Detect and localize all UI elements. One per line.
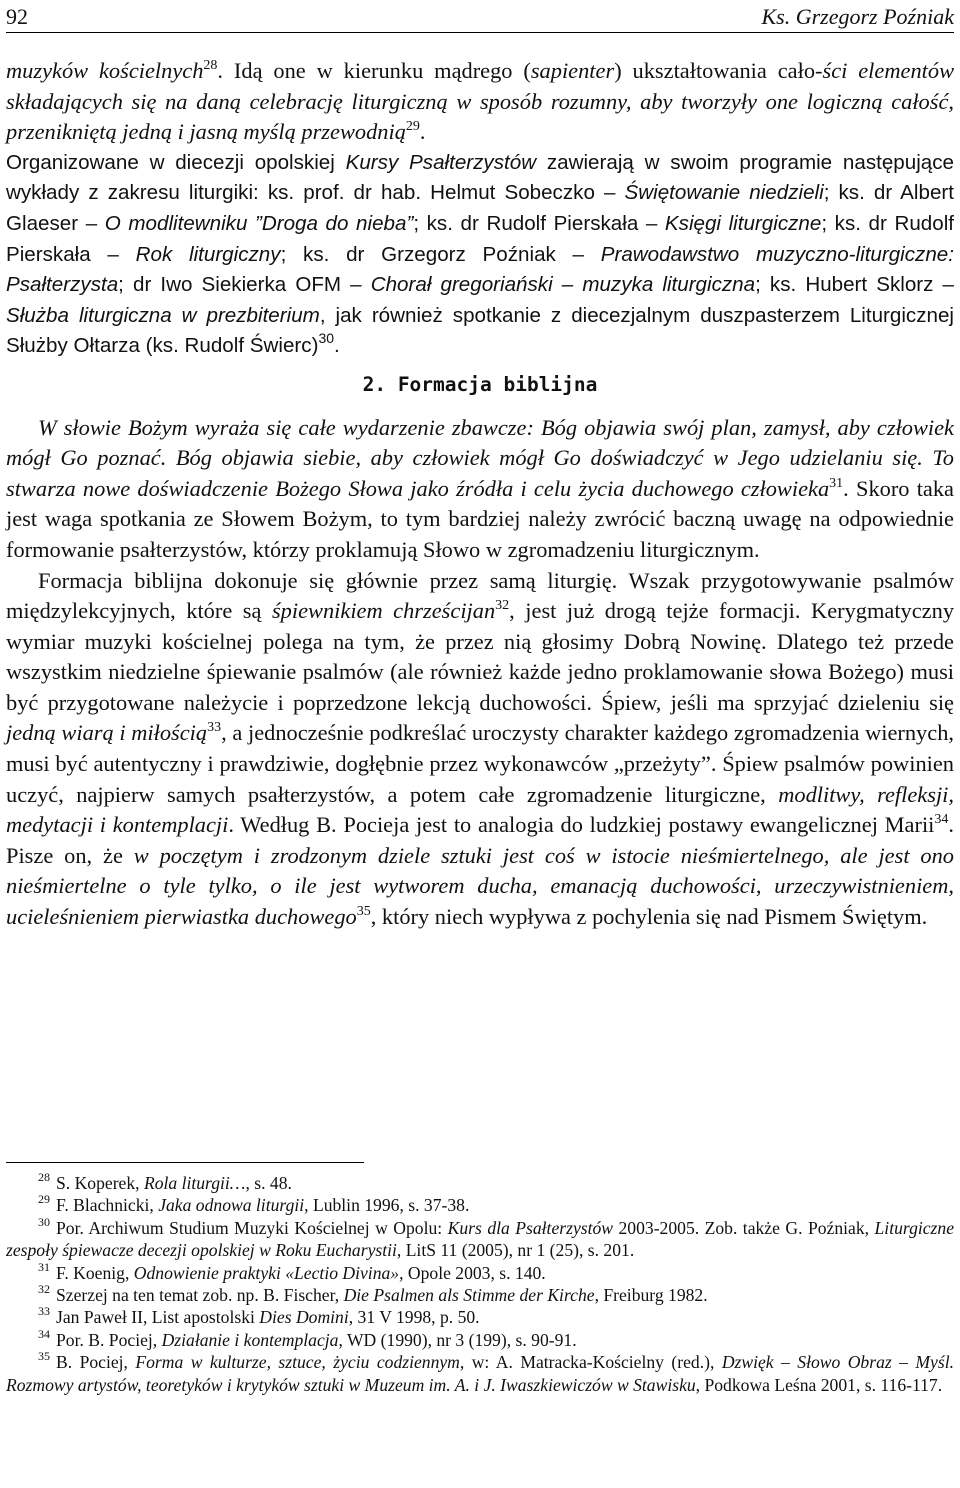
text-span: Kurs dla Psałterzystów [447, 1217, 614, 1238]
main-text [6, 56, 954, 933]
section-heading: 2. Formacja biblijna [362, 372, 598, 396]
footnote-ref-32: 32 [495, 598, 510, 614]
footnote-ref-34: 34 [934, 812, 949, 828]
text-span: ; ks. dr Grzegorz Poźniak – [280, 242, 601, 266]
text-span: . Pisze on, że [6, 812, 954, 868]
page-number: 92 [6, 4, 28, 29]
text-span: F. Blachnicki, [56, 1195, 159, 1216]
footnote-ref-29: 29 [405, 119, 420, 135]
text-span: ; ks. Hubert Sklorz – [755, 273, 954, 297]
text-span: Jan Paweł II, List apostolski [56, 1307, 260, 1328]
text-span: , Opole 2003, s. 140. [399, 1262, 546, 1283]
running-title: Ks. Grzegorz Poźniak [761, 4, 954, 29]
text-span: Por. Archiwum Studium Muzyki Kościelnej w Opolu: [56, 1217, 448, 1238]
text-span: ; ks. dr Rudolf Pierskała – [6, 211, 954, 266]
text-span: , jest już drogą tejże formacji. Kerygmatyczny wymiar muzyki kościelnej polega na tym, że przez nią głosimy Dobrą Nowinę. Dlatego też przede wszystkim niedzielne śpiewanie psalmów (ale również każde jedno proklamowanie słowa Bożego) musi być przygotowane należycie i poprzedzone lekcją duchowości. Śpiew, jeśli ma sprzyjać dzieleniu się [6, 598, 955, 715]
text-span: Chorał gregoriański – muzyka liturgiczna [370, 273, 756, 297]
text-span: , Lublin 1996, s. 37-38. [304, 1195, 470, 1216]
text-span: O modlitewniku ”Droga do nieba” [104, 211, 414, 235]
text-span: śpiewnikiem chrześcijan [271, 598, 496, 624]
text-span: Kursy Psałterzystów [345, 150, 537, 174]
text-span: . [419, 119, 426, 145]
text-span: , Freiburg 1982. [594, 1285, 708, 1306]
text-span: , WD (1990), nr 3 (199), s. 90-91. [338, 1329, 577, 1350]
text-span: Świętowanie niedzieli [624, 181, 824, 205]
running-header [6, 0, 954, 33]
text-span: Forma w kulturze, sztuce, życiu codziennym [135, 1352, 460, 1373]
footnote-number: 32 [38, 1282, 50, 1297]
footnote-35 [6, 1351, 954, 1396]
footnotes [6, 1172, 954, 1396]
text-span: ; ks. dr Rudolf Pierskała – [413, 211, 665, 235]
text-span: Odnowienie praktyki «Lectio Divina» [133, 1262, 400, 1283]
text-span: Księgi liturgiczne [664, 211, 822, 235]
footnote-ref-30: 30 [318, 330, 335, 347]
text-span: , LitS 11 (2005), nr 1 (25), s. 201. [396, 1240, 635, 1261]
text-span: Formacja biblijna dokonuje się głównie przez samą liturgię. Wszak przygotowywanie psalmów międzylekcyjnych, które są [6, 567, 954, 624]
paragraph-2 [6, 148, 954, 362]
paragraph-4 [6, 566, 954, 933]
paragraph-3 [6, 413, 954, 566]
footnote-ref-28: 28 [203, 58, 218, 73]
footnote-30 [6, 1214, 955, 1262]
text-span: Organizowane w diecezji opolskiej [6, 150, 346, 174]
footnote-number: 31 [38, 1259, 50, 1274]
text-span: S. Koperek, [56, 1173, 144, 1193]
text-span: Szerzej na ten temat zob. np. B. Fischer, [56, 1285, 344, 1306]
footnote-33 [6, 1306, 954, 1328]
text-span: jedną wiarą i miłością [6, 720, 208, 746]
text-span: , Podkowa Leśna 2001, s. 116-117. [695, 1374, 943, 1395]
text-span: ) ukształtowania cało- [614, 58, 823, 83]
text-span: Działanie i kontemplacja [161, 1329, 339, 1350]
text-span: Por. B. Pociej, [56, 1329, 162, 1350]
text-span: Die Psalmen als Stimme der Kirche [343, 1285, 595, 1306]
text-span: W słowie Bożym wyraża się całe wydarzenie zbawcze: Bóg objawia swój plan, zamysł, aby człowiek mógł Go poznać. Bóg objawia siebie, aby człowiek mógł Go doświadczyć w Jego udzielaniu się. To stwarza nowe doświadczenie Bożego Słowa jako źródła i celu życia duchowego człowieka [6, 414, 954, 501]
text-span: . Idą one w kierunku mądrego ( [217, 58, 531, 83]
footnote-number: 29 [38, 1192, 50, 1207]
footnote-number: 33 [38, 1304, 50, 1319]
text-span: muzyków kościelnych [6, 58, 204, 83]
footnote-divider [6, 1162, 364, 1163]
text-span: 2003-2005. Zob. także G. Poźniak, [613, 1217, 875, 1238]
footnote-number: 34 [38, 1326, 50, 1341]
text-span: Służba liturgiczna w prezbiterium [6, 303, 320, 327]
text-span: sapienter [530, 58, 615, 83]
footnote-number: 35 [38, 1349, 50, 1364]
text-span: ; ks. dr Albert Glaeser – [6, 181, 954, 235]
text-span: Rola liturgii… [143, 1173, 246, 1193]
text-span: , w: A. Matracka-Kościelny (red.), [459, 1352, 722, 1373]
footnote-number: 28 [38, 1170, 50, 1184]
text-span: Jaka odnowa liturgii [158, 1195, 305, 1216]
text-span: Rok liturgiczny [135, 242, 281, 266]
text-span: ; dr Iwo Siekierka OFM – [118, 273, 371, 297]
text-span: Liturgiczne zespoły śpiewacze decezji opolskiej w Roku Eucharystii [6, 1217, 955, 1261]
text-span: , s. 48. [245, 1173, 292, 1193]
footnote-34 [6, 1326, 954, 1351]
footnote-31 [6, 1259, 954, 1284]
footnote-32 [6, 1284, 954, 1306]
text-span: Prawodawstwo muzyczno-liturgiczne: Psałterzysta [6, 242, 954, 297]
footnote-ref-35: 35 [356, 904, 371, 920]
footnote-29 [6, 1194, 954, 1216]
text-span: Dzwięk – Słowo Obraz – Myśl. Rozmowy artystów, teoretyków i krytyków sztuki w Muzeum im. A. i J. Iwaszkiewiczów w Stawisku [6, 1352, 954, 1395]
text-span: . [334, 334, 340, 358]
text-span: zawierają w swoim programie następujące wykłady z zakresu liturgiki: ks. prof. dr hab. Helmut Sobeczko – [6, 150, 954, 205]
text-span: . Skoro taka jest waga spotkania ze Słowem Bożym, to tym bardziej należy zwrócić baczną uwagę na odpowiednie formowanie psałterzystów, którzy proklamują Słowo w zgromadzeniu liturgicznym. [6, 475, 954, 562]
text-span: , 31 V 1998, p. 50. [348, 1307, 480, 1328]
footnote-28 [6, 1172, 954, 1194]
text-span: , który niech wypływa z pochylenia się nad Pismem Świętym. [370, 904, 928, 930]
text-span: Dies Domini [259, 1307, 349, 1328]
text-span: w poczętym i zrodzonym dziele sztuki jest coś w istocie nieśmiertelnego, ale jest ono nieśmiertelne o tyle tylko, o ile jest wytworem ducha, emanacją duchowości, urzeczywistnieniem, ucieleśnieniem pierwiastka duchowego [6, 842, 954, 930]
text-span: , jak również spotkanie z diecezjalnym duszpasterzem Liturgicznej Służby Ołtarza (ks. Rudolf Świerc) [6, 303, 954, 358]
text-span: ści elementów składających się na daną celebrację liturgiczną w sposób rozumny, aby tworzyły one logiczną całość, przenikniętą jedną i jasną myślą przewodnią [6, 58, 954, 145]
paragraph-1 [6, 56, 954, 148]
footnote-ref-31: 31 [829, 475, 844, 491]
text-span: . Według B. Pocieja jest to analogia do ludzkiej postawy ewangelicznej Marii [228, 812, 935, 838]
footnote-ref-33: 33 [207, 720, 222, 736]
footnote-number: 30 [38, 1214, 50, 1229]
text-span: , a jednocześnie podkreślać uroczysty charakter każdego zgromadzenia wiernych, musi być autentyczny i prawdziwie, dogłębnie przez wykonawców „przeżyty”. Śpiew psalmów powinien uczyć, najpierw samych psałterzystów, a potem całe zgromadzenie liturgiczne, [6, 720, 954, 807]
text-span: F. Koenig, [56, 1262, 134, 1283]
text-span: modlitwy, refleksji, medytacji i kontemplacji [6, 781, 954, 838]
text-span: B. Pociej, [56, 1352, 136, 1373]
